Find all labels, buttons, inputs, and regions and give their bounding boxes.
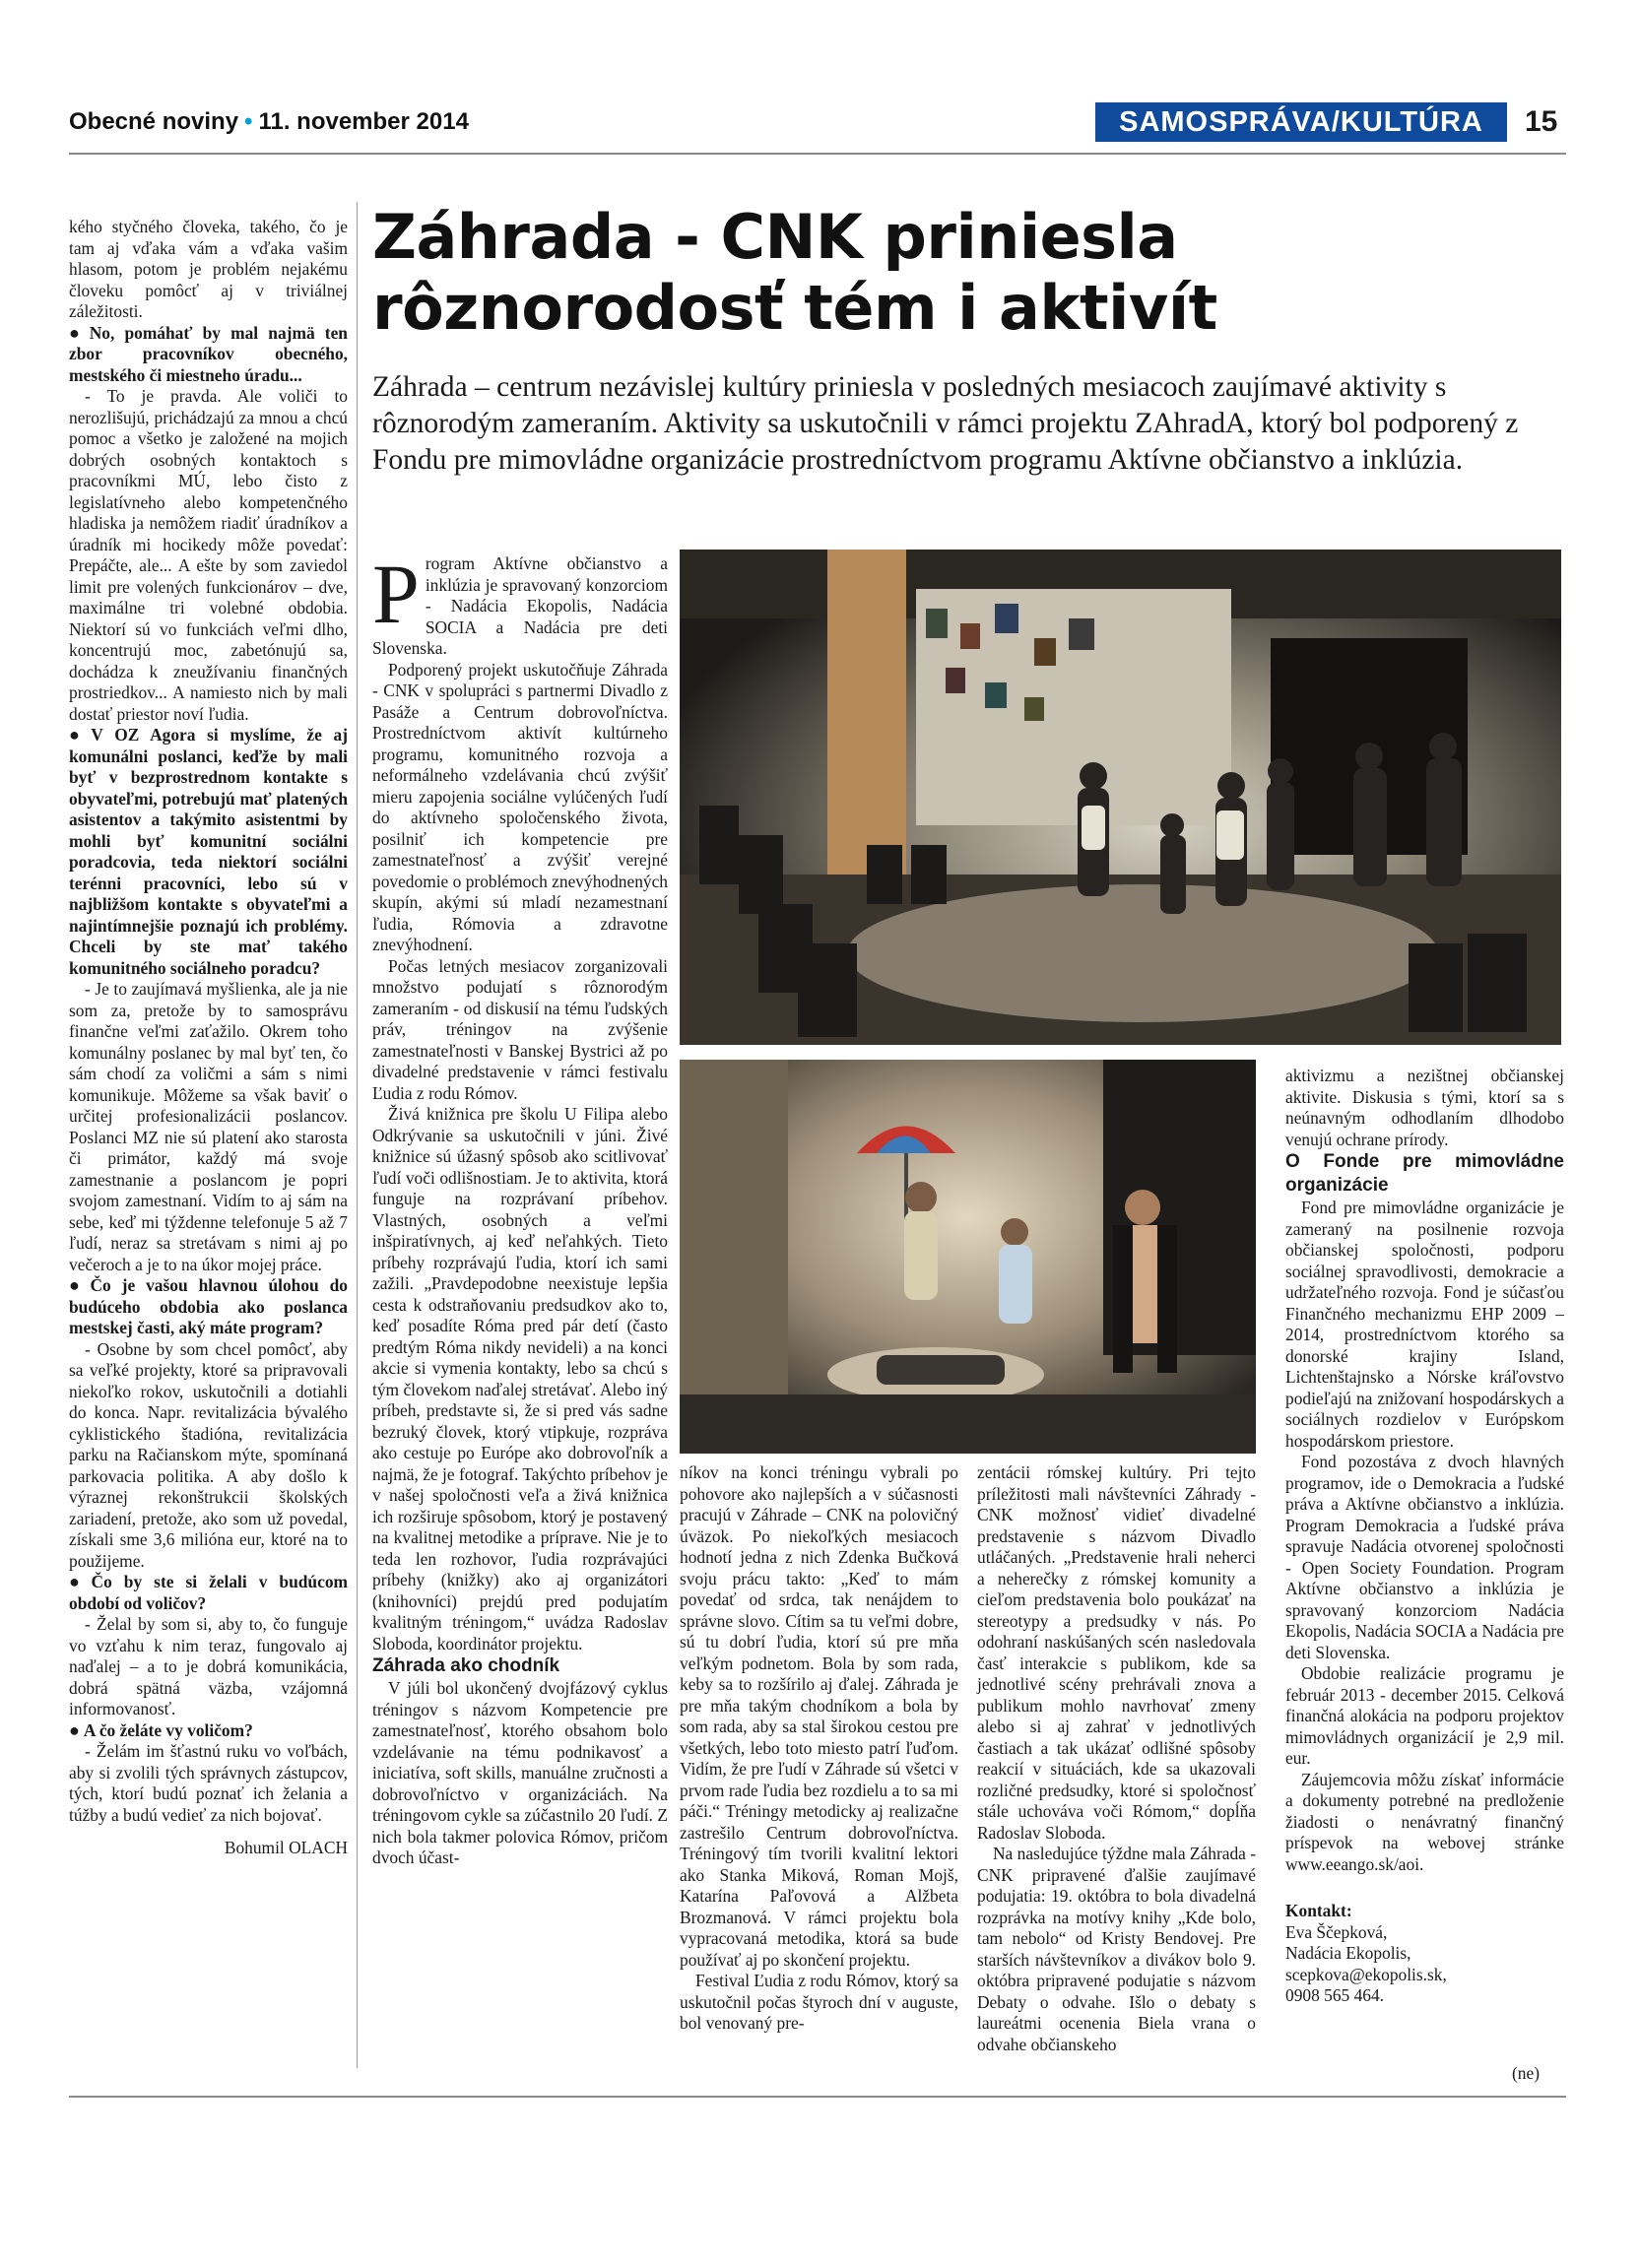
separator-dot: • xyxy=(244,108,253,135)
bullet-icon: ● xyxy=(69,322,86,343)
article-paragraph: Program Aktívne občianstvo a inklúzia je spravovaný konzorciom - Nadácia Ekopolis, Nadácia SOCIA a Nadácia pre deti Slovenska. xyxy=(372,547,668,658)
article-paragraph: Fond pozostáva z dvoch hlavných programov, ide o Demokracia a ľudské práva a Aktívne občianstvo a inklúzia. Program Demokracia a ľudské práva spravuje Nadácia otvorenej spoločnosti - Open Society Foundation. Program Aktívne občianstvo a inklúzia je spravovaný konzorciom Nadácia Ekopolis, Nadácia SOCIA a Nadácia pre deti Slovenska. xyxy=(1285,1452,1564,1662)
article-paragraph: Živá knižnica pre školu U Filipa alebo Odkrývanie sa uskutočnili v júni. Živé knižnice sú úžasný spôsob ako scitlivovať ľudí voči odlišnostiam. Je to aktivita, ktorá funguje na rozprávaní príbehov. Vlastných, osobných a veľmi inšpiratívnych, aj keď neľahkých. Tieto príbehy rozprávajú ľudia, ktorí ich sami zažili. „Pravdepodobne neexistuje lepšia cesta k odstraňovaniu predsudkov ako to, keď posadíte Róma pred pár detí (často predtým Róma nikdy nevideli) a na konci akcie si vymenia kontakty, lebo sa chcú s tým človekom naďalej stretávať. Alebo iný príbeh, predstavte si, že si pred vás sadne bezruký človek, ktorý vtipkuje, rozpráva ako cestuje po Európe ako dobrovoľník a najmä, že je fotograf. Takýchto príbehov je v našej spoločnosti veľa a živá knižnica ich rozširuje spôsobom, ktorý je postavený na kvalitnej metodike a príprave. Nie je to teda len rozhovor, ľudia rozprávajúci príbehy (knižky) ako aj organizátori (knihovníci) prejdú pred podujatím kvalitným tréningom,“ uvádza Radoslav Sloboda, koordinátor projektu. xyxy=(372,1104,668,1653)
interview-question: ● No, pomáhať by mal najmä ten zbor pracovníkov obecného, mestského či miestneho úradu... xyxy=(69,322,348,385)
drop-cap: P xyxy=(372,547,420,641)
article-paragraph: Festival Ľudia z rodu Rómov, ktorý sa uskutočnil počas štyroch dní v auguste, bol venovaný pre- xyxy=(680,1971,958,2033)
interview-question: ● V OZ Agora si myslíme, že aj komunálni poslanci, keďže by mali byť v bezprostrednom kontakte s obyvateľmi, potrebujú mať platených asistentov a takýmito asistentmi by mohli byť komunitní sociálni poradcovia, teda niektorí sociálni terénni pracovníci, lebo sú v najbližšom kontakte s obyvateľmi a najintímnejšie poznajú ich problémy. Chceli by ste mať takého komunitného sociálneho poradcu? xyxy=(69,725,348,978)
column-divider xyxy=(357,202,358,2068)
article-paragraph: Fond pre mimovládne organizácie je zameraný na posilnenie rozvoja občianskej spoločnosti, podporu sociálnej spravodlivosti, demokracie a udržateľného rozvoja. Fond je súčasťou Finančného mechanizmu EHP 2009 – 2014, prostredníctvom ktorého sa donorské krajiny Island, Lichtenštajnsko a Nórske kráľovstvo podieľajú na znižovaní hospodárskych a sociálnych rozdielov v Európskom hospodárskom priestore. xyxy=(1285,1198,1564,1451)
interview-answer: - Osobne by som chcel pomôcť, aby sa veľké projekty, ktoré sa pripravovali niekoľko rokov, uskutočnili a dotiahli do konca. Napr. revitalizácia bývalého cyklistického štadióna, revitalizácia parku na Račianskom mýte, spomínaná parkovacia politika. A aby došlo k výraznej rekonštrukcii školských zariadení, pretože, ako som už povedal, získali sme 3,6 milióna eur, ktoré na to použijeme. xyxy=(69,1338,348,1571)
interview-answer: - To je pravda. Ale voliči to nerozlišujú, prichádzajú za mnou a chcú pomoc a všetko je založené na mojich dobrých osobných kontaktoch s pracovníkmi MÚ, lebo čisto z legislatívneho alebo kompetenčného hladiska ja nemôžem riadiť úradníkov a úradník mi hocikedy môže povedať: Prepáčte, ale... A ešte by som zaviedol limit pre volených funkcionárov – dve, maximálne tri volebné obdobia. Niektorí sú vo funkciách veľmi dlho, koncentrujú moc, zabetónujú sa, dochádza k zneužívaniu finančných prostriedkov... A namiesto nich by mali dostať priestor noví ľudia. xyxy=(69,386,348,724)
article-paragraph: V júli bol ukončený dvojfázový cyklus tréningov s názvom Kompetencie pre zamestnateľnosť, ktorého obsahom bolo vzdelávanie na tému podnikavosť a iniciatíva, soft skills, manuálne zručnosti a dobrovoľníctvo v organizáciách. Na tréningovom cykle sa zúčastnilo 20 ľudí. Z nich bola takmer polovica Rómov, pričom dvoch účast- xyxy=(372,1678,668,1867)
contact-block xyxy=(1285,1901,1564,2007)
masthead xyxy=(69,108,469,136)
article-column-1 xyxy=(372,547,668,1869)
interview-question: ● Čo by ste si želali v budúcom období od voličov? xyxy=(69,1572,349,1613)
article-paragraph: Záujemcovia môžu získať informácie a dokumenty potrebné na predloženie žiadosti o nenávratný finančný príspevok na webovej stránke www.eeango.sk/aoi. xyxy=(1285,1769,1564,1874)
article-paragraph: Počas letných mesiacov zorganizovali množstvo podujatí s rôznorodým zameraním - od diskusií na tému ľudských práv, tréningov na zvýšenie zamestnateľnosti v Banskej Bystrici až po divadelné predstavenie v rámci festivalu Ľudia z rodu Rómov. xyxy=(372,955,668,1103)
header-rule xyxy=(69,153,1566,155)
article-lead: Záhrada – centrum nezávislej kultúry priniesla v posledných mesiacoch zaujímavé aktivity s rôznorodým zameraním. Aktivity sa uskutočnili v rámci projektu ZAhradA, ktorý bol podporený z Fondu pre mimovládne organizácie prostredníctvom programu Aktívne občianstvo a inklúzia. xyxy=(372,371,1519,476)
article-paragraph: níkov na konci tréningu vybrali po pohovore ako najlepších a v súčasnosti pracujú v Záhrade – CNK na polovičný úväzok. Po niekoľkých mesiacoch hodnotí jedna z nich Zdenka Bučková svoju prácu takto: „Keď to mám povedať od srdca, tak nenájdem to správne slovo. Cítim sa tu veľmi dobre, sú tu dobrí ľudia, ktorí sú pre mňa veľkým podnetom. Bola by som rada, keby sa to rozšírilo aj ďalej. Záhrada je pre mňa takým chodníkom a bola by som rada, aby sa stal širokou cestou pre všetkých, lebo toto miesto patrí ľuďom. Vidím, že pre ľudí v Záhrade sú všetci v prvom rade ľudia bez rozdielu a to sa mi páči.“ Tréningy metodicky aj realizačne zastrešilo Centrum dobrovoľníctva. Tréningový tím tvorili kvalitní lektori ako Stanka Miková, Roman Mojš, Katarína Paľovová a Alžbeta Brozmanová. V rámci projektu bola vypracovaná metodika, ktorá sa bude používať aj po skončení projektu. xyxy=(680,1462,958,1970)
page-number: 15 xyxy=(1525,105,1558,138)
contact-email: scepkova@ekopolis.sk, xyxy=(1285,1964,1447,1984)
interview-column xyxy=(69,217,348,1859)
issue-date: 11. november 2014 xyxy=(258,108,469,135)
paper-name: Obecné noviny xyxy=(69,108,239,135)
theater-photo xyxy=(680,1060,1256,1454)
interview-answer: - Je to zaujímavá myšlienka, ale ja nie som za, pretože by to samosprávu finančne veľmi zaťažilo. Okrem toho komunálny poslanec by mal byť ten, čo sám chodí za voličmi a sám s nimi komunikuje. Môžeme sa však baviť o určitej profesionalizácii poslancov. Poslanci MZ nie sú platení ako starosta či primátor, každý má svoje zamestnanie a poslancom je popri svojom zamestnaní. Vidím to aj sám na sebe, keď mi týždenne telefonuje 5 až 7 ľudí, neraz sa stretávam s nimi aj po večeroch a je to na úkor mojej práce. xyxy=(69,979,348,1274)
interview-answer: - Želal by som si, aby to, čo funguje vo vzťahu k nim teraz, fungovalo aj naďalej – a to je dobrá komunikácia, dobrá spätná väzba, vzájomná informovanosť. xyxy=(69,1614,348,1718)
article-subheading: Záhrada ako chodník xyxy=(372,1655,560,1676)
article-paragraph: Obdobie realizácie programu je február 2013 - december 2015. Celková finančná alokácia na podporu projektov mimovládnych organizácií je 2,9 mil. eur. xyxy=(1285,1663,1564,1768)
interview-text: kého styčného človeka, takého, čo je tam aj vďaka vám a vďaka vašim hlasom, potom je problém nejakému človeku pomôcť aj v triviálnej záležitosti. xyxy=(69,217,348,321)
article-column-2 xyxy=(680,1462,958,2035)
contact-org: Nadácia Ekopolis, xyxy=(1285,1943,1411,1963)
author-byline: Bohumil OLACH xyxy=(224,1838,348,1857)
section-label: SAMOSPRÁVA/KULTÚRA xyxy=(1095,102,1507,142)
bullet-icon: ● xyxy=(69,1719,80,1740)
article-headline: Záhrada - CNK priniesla rôznorodosť tém i aktivít xyxy=(372,201,1217,344)
interview-answer: - Želám im šťastnú ruku vo voľbách, aby si zvolili tých správnych zástupcov, tých, ktorí budú poznať ich želania a túžby a budú vedieť za nich bojovať. xyxy=(69,1741,348,1825)
article-signature: (ne) xyxy=(1512,2063,1540,2083)
bullet-icon: ● xyxy=(69,725,88,745)
footer-rule xyxy=(69,2096,1566,2098)
interview-question: ● A čo želáte vy voličom? xyxy=(69,1719,253,1740)
interview-question: ● Čo je vašou hlavnou úlohou do budúceho obdobia ako poslanca mestskej časti, aký máte program? xyxy=(69,1275,348,1337)
article-paragraph: zentácii rómskej kultúry. Pri tejto príležitosti mali návštevníci Záhrady - CNK možnosť vidieť divadelné predstavenie s názvom Divadlo utláčaných. „Predstavenie hrali neherci a neherečky z rómskej komunity a cieľom predstavenia bolo poukázať na stereotypy a predsudky v nás. Po odohraní naskúšaných scén nasledovala časť interakcie s publikom, kde sa jednotlivé scény prehrávali znova a publikum mohlo navrhovať zmeny alebo si aj zahrať v jednotlivých častiach a tak ukázať odlišné spôsoby reakcií v situáciách, kde sa ukazovali rozličné predsudky, ktoré si spoločnosť stále uchováva voči Rómom,“ dopĺňa Radoslav Sloboda. xyxy=(977,1462,1256,1843)
bullet-icon: ● xyxy=(69,1572,88,1591)
contact-name: Eva Ščepková, xyxy=(1285,1921,1388,1942)
article-paragraph: aktivizmu a nezištnej občianskej aktivite. Diskusia s tými, ktorí sa s neúnavným odhodlaním dlhodobo venujú ochrane prírody. xyxy=(1285,1066,1564,1149)
contact-phone: 0908 565 464. xyxy=(1285,1985,1384,2005)
article-column-4 xyxy=(1285,1066,1564,2007)
article-subheading: O Fonde pre mimovládne organizácie xyxy=(1285,1151,1564,1196)
bullet-icon: ● xyxy=(69,1275,87,1295)
article-column-3 xyxy=(977,1462,1256,2055)
article-paragraph: Podporený projekt uskutočňuje Záhrada - CNK v spolupráci s partnermi Divadlo z Pasáže a Centrum dobrovoľníctva. Prostredníctvom aktivít kultúrneho programu, komunitného rozvoja a neformálneho vzdelávania chcú zvýšiť mieru zapojenia sociálne vylúčených ľudí do aktívneho spoločenského života, posilniť ich kompetencie pre zamestnateľnosť a zvýšiť verejné povedomie o problémoch znevýhodnených skupín, akými sú mladí nezamestnaní ľudia, Rómovia a zdravotne znevýhodnení. xyxy=(372,659,668,954)
article-paragraph: Na nasledujúce týždne mala Záhrada - CNK pripravené ďalšie zaujímavé podujatia: 19. októbra to bola divadelná rozprávka na motívy knihy „Kde bolo, tam nebolo“ od Kristy Bendovej. Pre starších návštevníkov a divákov bolo 9. októbra pripravené podujatie s názvom Debaty o odvahe. Išlo o debaty s laureátmi ocenenia Biela vrana o odvahe občianskeho xyxy=(977,1844,1257,2054)
contact-label: Kontakt: xyxy=(1285,1901,1352,1920)
event-photo-gallery xyxy=(680,550,1561,1045)
